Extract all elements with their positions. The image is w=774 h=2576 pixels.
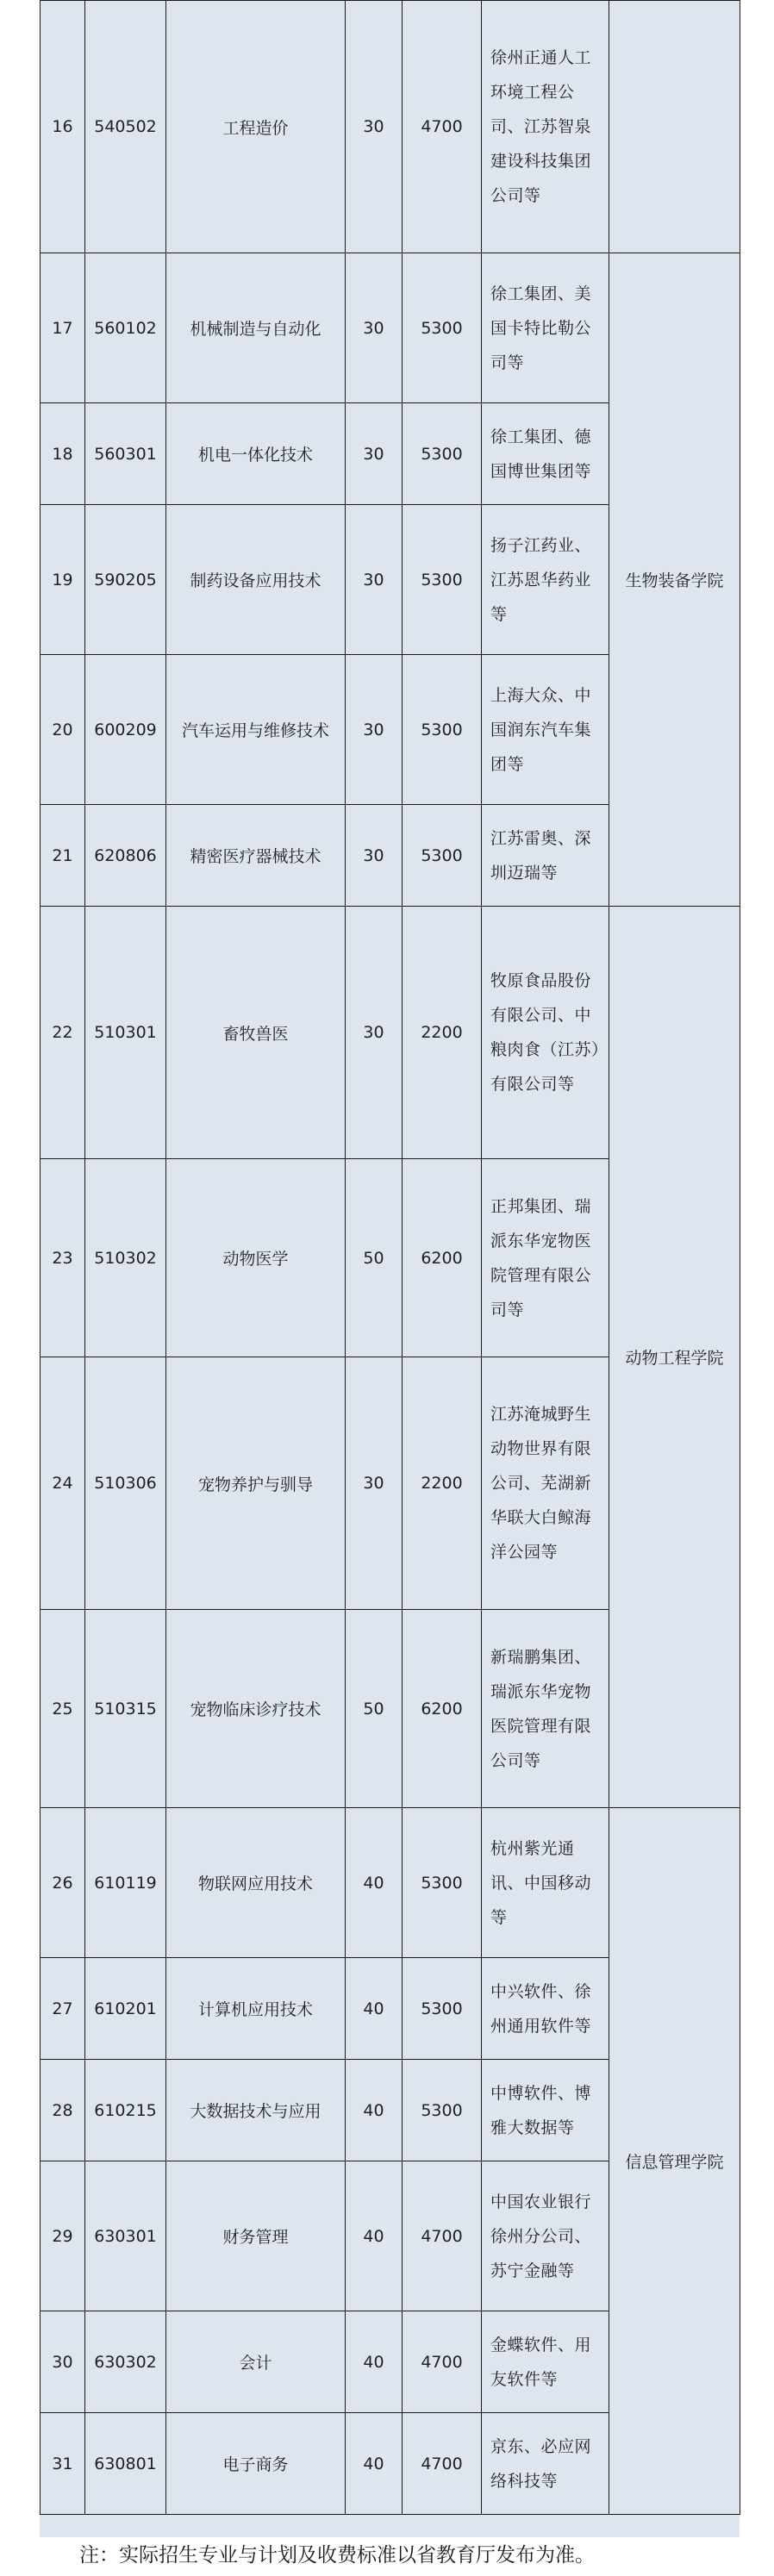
partner-companies-cell: 金蝶软件、用友软件等 — [482, 2311, 609, 2413]
partner-companies-cell: 京东、必应网络科技等 — [482, 2413, 609, 2515]
row-number-cell: 24 — [41, 1357, 85, 1610]
row-number-cell: 21 — [41, 805, 85, 907]
enrollment-plan-cell: 40 — [346, 1958, 403, 2060]
row-number-cell: 19 — [41, 505, 85, 655]
tuition-fee-cell: 4700 — [403, 2161, 482, 2311]
college-cell: 生物装备学院 — [609, 253, 740, 907]
row-number-cell: 18 — [41, 403, 85, 505]
partner-companies-cell: 江苏雷奥、深圳迈瑞等 — [482, 805, 609, 907]
major-code-cell: 510306 — [85, 1357, 166, 1610]
enrollment-plan-cell: 40 — [346, 1808, 403, 1958]
tuition-fee-cell: 5300 — [403, 505, 482, 655]
enrollment-plan-cell: 30 — [346, 253, 403, 403]
footnote: 注：实际招生专业与计划及收费标准以省教育厅发布为准。 — [79, 2544, 595, 2567]
major-code-cell: 590205 — [85, 505, 166, 655]
major-code-cell: 600209 — [85, 655, 166, 805]
row-number-cell: 30 — [41, 2311, 85, 2413]
tuition-fee-cell: 2200 — [403, 1357, 482, 1610]
tuition-fee-cell: 4700 — [403, 2413, 482, 2515]
major-name-cell: 财务管理 — [166, 2161, 346, 2311]
row-number-cell: 20 — [41, 655, 85, 805]
major-name-cell: 精密医疗器械技术 — [166, 805, 346, 907]
major-code-cell: 620806 — [85, 805, 166, 907]
enrollment-plan-cell: 30 — [346, 1, 403, 253]
row-number-cell: 31 — [41, 2413, 85, 2515]
partner-companies-cell: 中国农业银行徐州分公司、苏宁金融等 — [482, 2161, 609, 2311]
major-code-cell: 560301 — [85, 403, 166, 505]
major-code-cell: 610201 — [85, 1958, 166, 2060]
major-name-cell: 电子商务 — [166, 2413, 346, 2515]
major-code-cell: 630301 — [85, 2161, 166, 2311]
partner-companies-cell: 徐工集团、美国卡特比勒公司等 — [482, 253, 609, 403]
major-name-cell: 大数据技术与应用 — [166, 2060, 346, 2161]
enrollment-plan-cell: 50 — [346, 1610, 403, 1808]
partner-companies-cell: 中博软件、博雅大数据等 — [482, 2060, 609, 2161]
row-number-cell: 29 — [41, 2161, 85, 2311]
row-number-cell: 28 — [41, 2060, 85, 2161]
major-name-cell: 机电一体化技术 — [166, 403, 346, 505]
tuition-fee-cell: 6200 — [403, 1159, 482, 1357]
table-row — [41, 1, 740, 253]
partner-companies-cell: 杭州紫光通讯、中国移动等 — [482, 1808, 609, 1958]
major-name-cell: 物联网应用技术 — [166, 1808, 346, 1958]
partner-companies-cell: 江苏淹城野生动物世界有限公司、芜湖新华联大白鲸海洋公园等 — [482, 1357, 609, 1610]
major-name-cell: 会计 — [166, 2311, 346, 2413]
partner-companies-cell: 扬子江药业、江苏恩华药业等 — [482, 505, 609, 655]
partner-companies-cell: 新瑞鹏集团、瑞派东华宠物医院管理有限公司等 — [482, 1610, 609, 1808]
partner-companies-cell: 徐工集团、德国博世集团等 — [482, 403, 609, 505]
major-name-cell: 汽车运用与维修技术 — [166, 655, 346, 805]
row-number-cell: 25 — [41, 1610, 85, 1808]
tuition-fee-cell: 4700 — [403, 1, 482, 253]
enrollment-plan-cell: 30 — [346, 655, 403, 805]
major-code-cell: 610119 — [85, 1808, 166, 1958]
enrollment-plan-cell: 30 — [346, 805, 403, 907]
row-number-cell: 26 — [41, 1808, 85, 1958]
partner-companies-cell: 上海大众、中国润东汽车集团等 — [482, 655, 609, 805]
enrollment-plan-cell: 50 — [346, 1159, 403, 1357]
major-code-cell: 510315 — [85, 1610, 166, 1808]
major-name-cell: 计算机应用技术 — [166, 1958, 346, 2060]
partner-companies-cell: 徐州正通人工环境工程公司、江苏智泉建设科技集团公司等 — [482, 1, 609, 253]
major-code-cell: 630302 — [85, 2311, 166, 2413]
table-row — [41, 907, 740, 1159]
row-number-cell: 23 — [41, 1159, 85, 1357]
table-row — [41, 253, 740, 403]
major-code-cell: 510302 — [85, 1159, 166, 1357]
tuition-fee-cell: 5300 — [403, 1958, 482, 2060]
tuition-fee-cell: 5300 — [403, 655, 482, 805]
major-code-cell: 540502 — [85, 1, 166, 253]
enrollment-plan-cell: 30 — [346, 1357, 403, 1610]
college-cell: 信息管理学院 — [609, 1808, 740, 2515]
enrollment-plan-cell: 30 — [346, 403, 403, 505]
major-code-cell: 560102 — [85, 253, 166, 403]
partner-companies-cell: 牧原食品股份有限公司、中粮肉食（江苏）有限公司等 — [482, 907, 609, 1159]
tuition-fee-cell: 5300 — [403, 2060, 482, 2161]
enrollment-plan-cell: 30 — [346, 505, 403, 655]
tuition-fee-cell: 2200 — [403, 907, 482, 1159]
enrollment-plan-cell: 30 — [346, 907, 403, 1159]
major-name-cell: 工程造价 — [166, 1, 346, 253]
enrollment-plan-cell: 40 — [346, 2161, 403, 2311]
tuition-fee-cell: 5300 — [403, 253, 482, 403]
enrollment-plan-cell: 40 — [346, 2413, 403, 2515]
tuition-fee-cell: 5300 — [403, 403, 482, 505]
row-number-cell: 27 — [41, 1958, 85, 2060]
major-name-cell: 宠物临床诊疗技术 — [166, 1610, 346, 1808]
row-number-cell: 16 — [41, 1, 85, 253]
tuition-fee-cell: 6200 — [403, 1610, 482, 1808]
major-name-cell: 机械制造与自动化 — [166, 253, 346, 403]
row-number-cell: 22 — [41, 907, 85, 1159]
major-code-cell: 610215 — [85, 2060, 166, 2161]
major-code-cell: 510301 — [85, 907, 166, 1159]
table-row — [41, 1808, 740, 1958]
enrollment-plan-cell: 40 — [346, 2311, 403, 2413]
major-code-cell: 630801 — [85, 2413, 166, 2515]
major-name-cell: 制药设备应用技术 — [166, 505, 346, 655]
enrollment-plan-cell: 40 — [346, 2060, 403, 2161]
major-name-cell: 宠物养护与驯导 — [166, 1357, 346, 1610]
partner-companies-cell: 正邦集团、瑞派东华宠物医院管理有限公司等 — [482, 1159, 609, 1357]
row-number-cell: 17 — [41, 253, 85, 403]
tuition-fee-cell: 5300 — [403, 805, 482, 907]
tuition-fee-cell: 4700 — [403, 2311, 482, 2413]
partner-companies-cell: 中兴软件、徐州通用软件等 — [482, 1958, 609, 2060]
table-body — [41, 1, 740, 2515]
college-cell: 动物工程学院 — [609, 907, 740, 1808]
tuition-fee-cell: 5300 — [403, 1808, 482, 1958]
enrollment-plan-table — [40, 0, 740, 2515]
major-name-cell: 动物医学 — [166, 1159, 346, 1357]
major-name-cell: 畜牧兽医 — [166, 907, 346, 1159]
college-cell-empty — [609, 1, 740, 253]
